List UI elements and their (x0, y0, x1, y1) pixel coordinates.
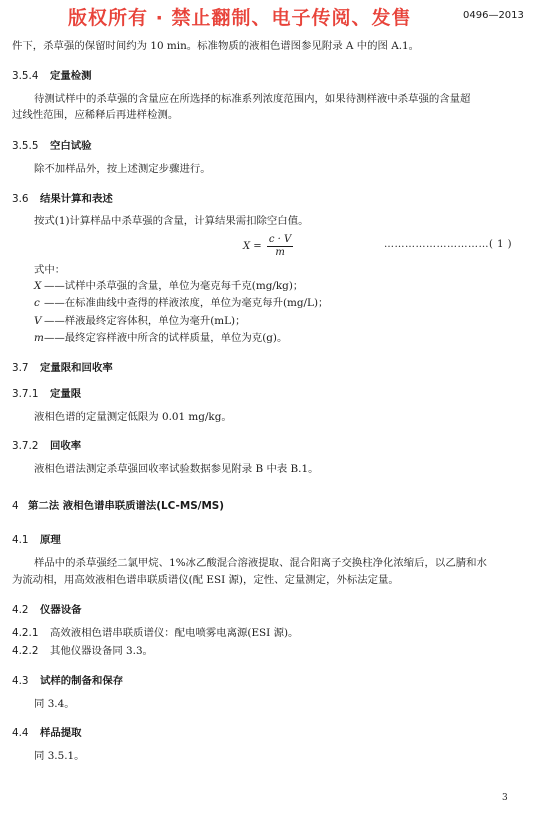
paragraph-line: 除不加样品外，按上述测定步骤进行。 (34, 163, 211, 175)
section-number: 3.7.1 (12, 388, 39, 400)
paragraph-line: 同 3.4。 (34, 698, 75, 710)
section-number: 4.2 (12, 604, 29, 616)
paragraph-continuation: 件下，杀草强的保留时间约为 10 min。标准物质的液相色谱图参见附录 A 中的图 A.1。 (12, 40, 420, 52)
heading-4-3 (12, 672, 123, 687)
formula-fraction (267, 234, 293, 259)
watermark-copyright: 版权所有 · 禁止翻制、电子传阅、发售 (68, 7, 412, 29)
paragraph-line: 为流动相，用高效液相色谱串联质谱仪(配 ESI 源)，定性、定量测定，外标法定量。 (12, 574, 399, 586)
formula-1 (243, 234, 293, 259)
section-title: 空白试验 (50, 140, 92, 152)
symbol: X (34, 280, 42, 292)
heading-4-1 (12, 531, 61, 546)
section-title: 定量限 (50, 388, 82, 400)
section-number: 4.4 (12, 727, 29, 739)
heading-3-7-1 (12, 385, 81, 400)
item-text: 高效液相色谱串联质谱仪：配电喷雾电离源(ESI 源)。 (50, 627, 299, 639)
paragraph-line: 过线性范围，应稀释后再进样检测。 (12, 109, 179, 121)
section-title: 第二法 液相色谱串联质谱法(LC-MS/MS) (28, 500, 225, 512)
paragraph-line: 按式(1)计算样品中杀草强的含量，计算结果需扣除空白值。 (34, 215, 309, 227)
section-number: 4.2.2 (12, 645, 39, 657)
definition-m (34, 331, 287, 346)
symbol: m (34, 332, 44, 344)
definition-v (34, 314, 246, 329)
section-title: 结果计算和表述 (40, 193, 113, 205)
section-title: 原理 (40, 534, 61, 546)
definition-text: ——最终定容样液中所含的试样质量，单位为克(g)。 (44, 332, 288, 344)
equation-number: …………………………( 1 ) (384, 239, 513, 250)
heading-3-7-2 (12, 437, 81, 452)
paragraph-line: 待测试样中的杀草强的含量应在所选择的标准系列浓度范围内，如果待测样液中杀草强的含量超 (34, 93, 471, 105)
heading-3-5-4 (12, 67, 92, 82)
item-text: 其他仪器设备同 3.3。 (50, 645, 153, 657)
section-title: 定量检测 (50, 70, 92, 82)
definition-text: ——在标准曲线中查得的样液浓度，单位为毫克每升(mg/L)； (44, 297, 329, 309)
formula-lhs: X = (243, 241, 262, 252)
paragraph-line: 液相色谱的定量测定低限为 0.01 mg/kg。 (34, 411, 232, 423)
heading-4 (12, 497, 224, 512)
section-number: 3.5.4 (12, 70, 39, 82)
definition-text: ——试样中杀草强的含量，单位为毫克每千克(mg/kg)； (44, 280, 304, 292)
section-title: 试样的制备和保存 (40, 675, 124, 687)
section-number: 4.1 (12, 534, 29, 546)
item-4-2-1 (12, 626, 298, 641)
heading-4-4 (12, 724, 82, 739)
section-number: 4 (12, 500, 19, 512)
where-label: 式中： (34, 264, 66, 276)
section-title: 定量限和回收率 (40, 362, 113, 374)
definition-c (34, 296, 328, 311)
section-number: 3.6 (12, 193, 29, 205)
symbol: V (34, 315, 42, 327)
item-4-2-2 (12, 644, 153, 659)
standard-number: 0496—2013 (463, 10, 524, 21)
section-number: 4.3 (12, 675, 29, 687)
heading-3-6 (12, 190, 113, 205)
formula-numerator: c · V (268, 234, 292, 245)
paragraph-line: 液相色谱法测定杀草强回收率试验数据参见附录 B 中表 B.1。 (34, 463, 319, 475)
section-title: 回收率 (50, 440, 82, 452)
section-number: 3.5.5 (12, 140, 39, 152)
heading-3-5-5 (12, 137, 92, 152)
symbol: c (34, 297, 40, 309)
section-title: 仪器设备 (40, 604, 82, 616)
formula-denominator: m (275, 247, 285, 258)
definition-x (34, 279, 303, 294)
section-number: 3.7.2 (12, 440, 39, 452)
paragraph-line: 同 3.5.1。 (34, 750, 85, 762)
heading-4-2 (12, 601, 82, 616)
paragraph-line: 样品中的杀草强经二氯甲烷、1%冰乙酸混合溶液提取、混合阳离子交换柱净化浓缩后，以乙腈和水 (34, 557, 487, 569)
page-number: 3 (502, 793, 508, 803)
heading-3-7 (12, 359, 113, 374)
section-title: 样品提取 (40, 727, 82, 739)
section-number: 4.2.1 (12, 627, 39, 639)
section-number: 3.7 (12, 362, 29, 374)
definition-text: ——样液最终定容体积，单位为毫升(mL)； (44, 315, 246, 327)
